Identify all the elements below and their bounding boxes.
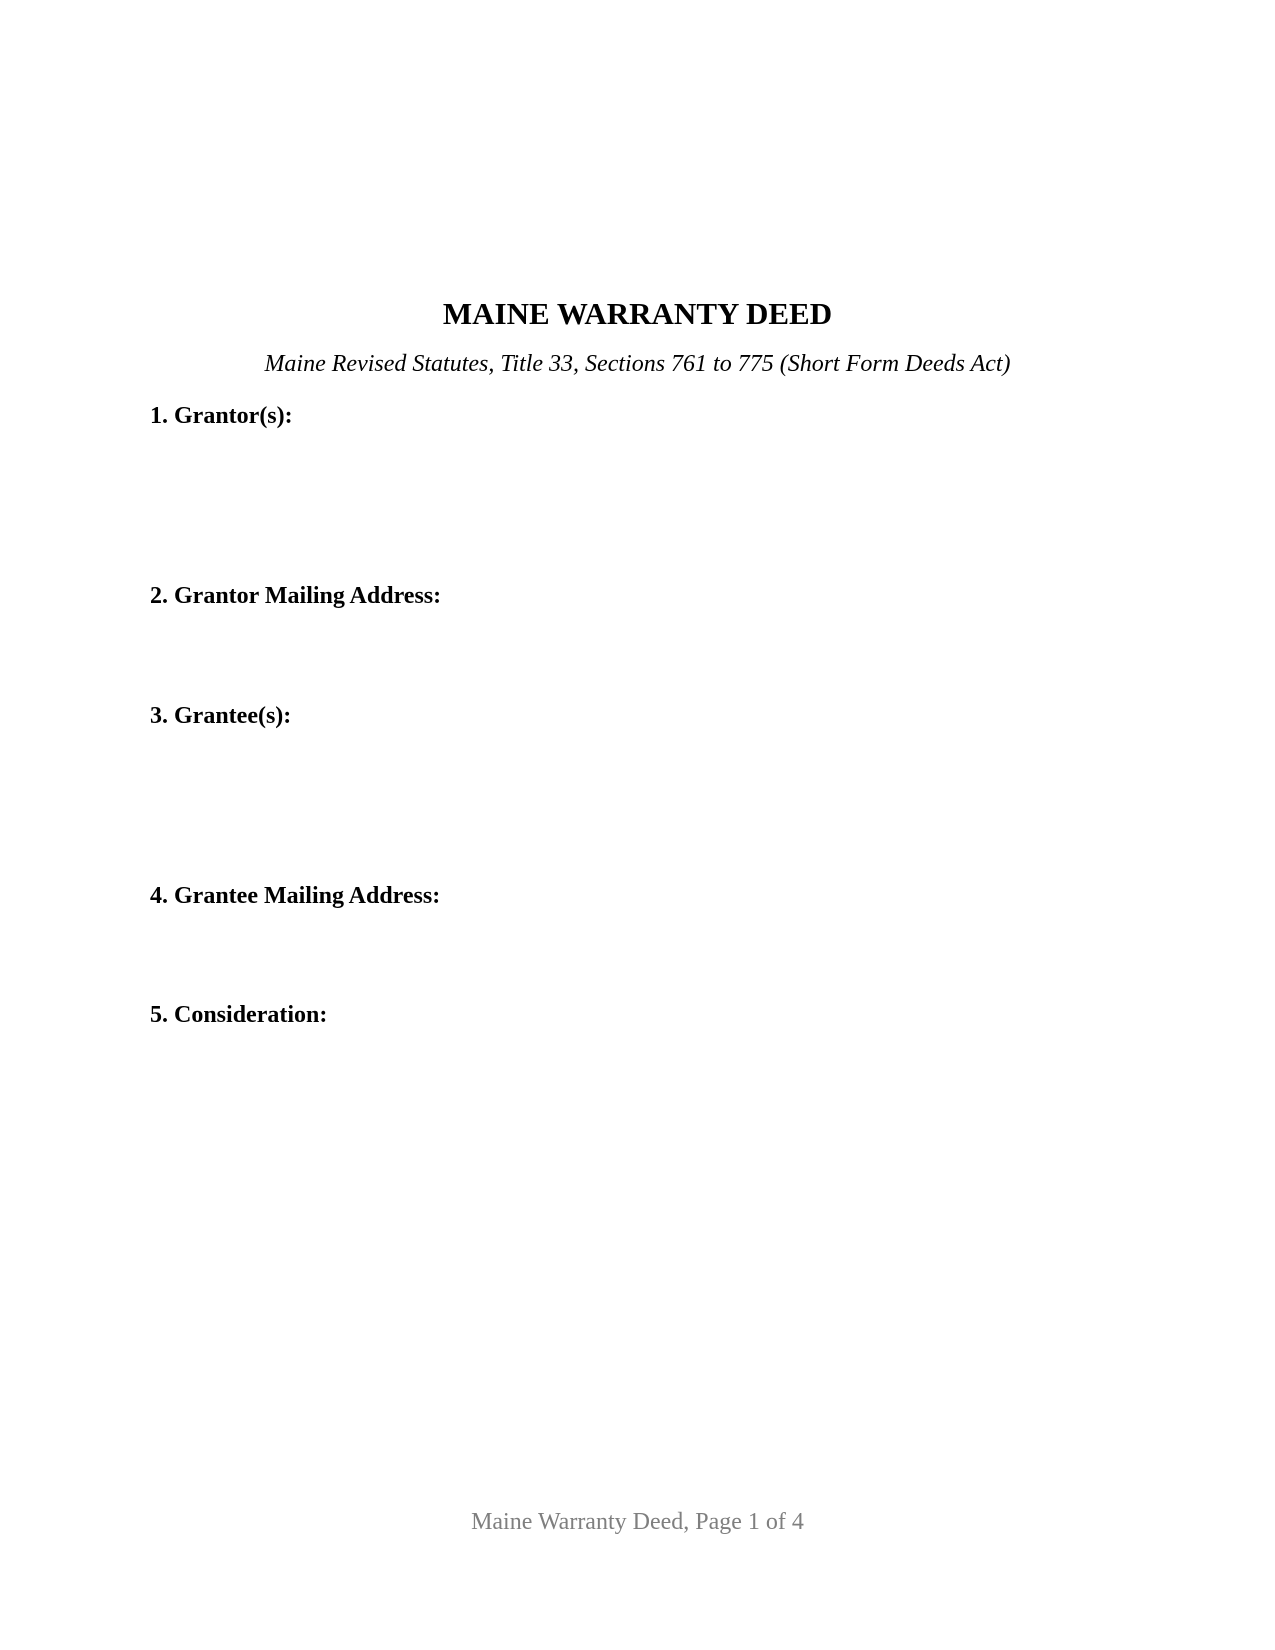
- section-consideration: 5. Consideration:: [150, 1002, 328, 1028]
- page-footer: Maine Warranty Deed, Page 1 of 4: [471, 1509, 804, 1535]
- section-grantee: 3. Grantee(s):: [150, 703, 292, 729]
- section-grantor: 1. Grantor(s):: [150, 403, 293, 429]
- document-subtitle: Maine Revised Statutes, Title 33, Sections 761 to 775 (Short Form Deeds Act): [264, 351, 1011, 377]
- document-title: MAINE WARRANTY DEED: [442, 296, 833, 331]
- section-grantee-mailing-address: 4. Grantee Mailing Address:: [150, 883, 441, 909]
- section-grantor-mailing-address: 2. Grantor Mailing Address:: [150, 583, 442, 609]
